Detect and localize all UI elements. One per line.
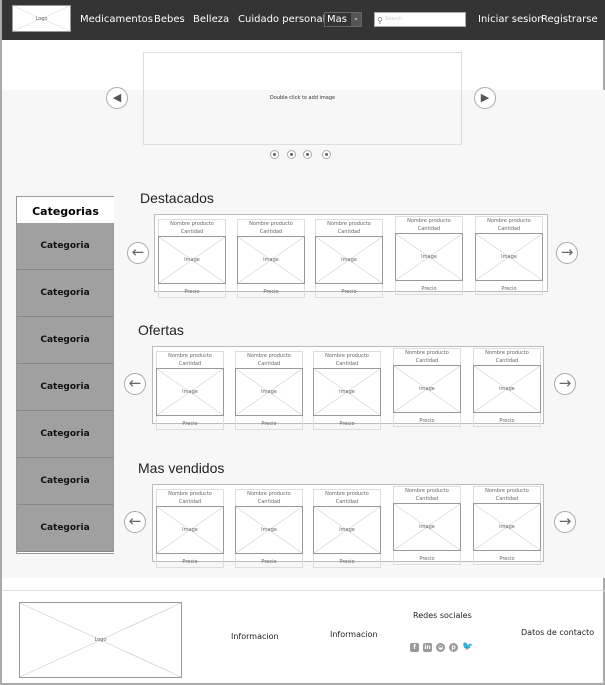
hero-next-button[interactable] (474, 87, 496, 109)
product-image (473, 503, 541, 551)
product-image-label: Image (261, 389, 277, 395)
section-title: Ofertas (138, 322, 184, 338)
product-image-label: Image (499, 386, 515, 392)
product-price: Precio (156, 416, 224, 430)
hero-placeholder-text: Double click to add image (269, 95, 336, 101)
more-dropdown-label: Mas (327, 14, 347, 25)
footer-info-link-1[interactable]: Informacion (231, 632, 279, 641)
product-card[interactable] (313, 351, 381, 430)
product-quantity: Cantidad (156, 498, 224, 506)
product-image-label: Image (261, 527, 277, 533)
arrow-left-icon: ← (128, 512, 142, 530)
product-image (235, 368, 303, 416)
nav-medicamentos[interactable]: Medicamentos (80, 14, 154, 25)
sidebar-category-item[interactable]: Categoria (17, 317, 114, 364)
product-name: Nombre producto (237, 219, 305, 228)
carousel-next-button[interactable] (556, 242, 578, 264)
product-card[interactable] (235, 351, 303, 430)
product-card[interactable] (156, 489, 224, 568)
product-image-label: Image (419, 386, 435, 392)
triangle-left-icon: ◀ (112, 91, 122, 104)
section-title: Mas vendidos (138, 460, 225, 476)
footer-logo-text: Logo (94, 637, 107, 643)
arrow-right-icon: → (558, 512, 572, 530)
social-title: Redes sociales (413, 611, 472, 620)
product-price: Precio (313, 416, 381, 430)
facebook-icon[interactable]: f (410, 643, 419, 652)
product-image (313, 506, 381, 554)
product-price: Precio (315, 284, 383, 298)
carousel-prev-button[interactable] (127, 242, 149, 264)
product-card[interactable] (315, 219, 383, 298)
hero-dot-1[interactable] (270, 150, 279, 159)
product-card[interactable] (473, 486, 541, 565)
sidebar-category-item[interactable]: Categoria (17, 364, 114, 411)
product-card[interactable] (237, 219, 305, 298)
sidebar-category-item[interactable]: Categoria (17, 505, 114, 552)
product-quantity: Cantidad (393, 357, 461, 365)
section-title: Destacados (140, 190, 214, 206)
product-image (475, 233, 543, 281)
carousel-next-button[interactable] (554, 373, 576, 395)
hero-dot-2[interactable] (287, 150, 296, 159)
sidebar-title: Categorias (32, 205, 99, 218)
product-image (395, 233, 463, 281)
hero-dot-4[interactable] (322, 150, 331, 159)
product-card[interactable] (235, 489, 303, 568)
product-price: Precio (313, 554, 381, 568)
product-name: Nombre producto (156, 489, 224, 498)
product-image (393, 503, 461, 551)
twitter-icon[interactable]: 🐦 (462, 642, 474, 652)
footer-contact-link[interactable]: Datos de contacto (521, 628, 595, 637)
logo-text: Logo (35, 15, 48, 22)
product-quantity: Cantidad (158, 228, 226, 236)
carousel-prev-button[interactable] (124, 373, 146, 395)
product-card[interactable] (473, 348, 541, 427)
product-quantity: Cantidad (313, 498, 381, 506)
product-image (158, 236, 226, 284)
product-quantity: Cantidad (395, 225, 463, 233)
register-link[interactable]: Registrarse (541, 14, 598, 25)
footer-divider (2, 590, 605, 591)
category-sidebar (16, 196, 114, 554)
product-card[interactable] (393, 348, 461, 427)
chevron-down-icon: ▾ (351, 13, 361, 26)
nav-bebes[interactable]: Bebes (154, 14, 185, 25)
product-price: Precio (475, 281, 543, 295)
hero-image-placeholder[interactable] (143, 52, 462, 145)
nav-belleza[interactable]: Belleza (193, 14, 230, 25)
carousel-next-button[interactable] (554, 511, 576, 533)
product-price: Precio (237, 284, 305, 298)
search-input[interactable] (374, 12, 466, 27)
product-quantity: Cantidad (473, 357, 541, 365)
product-name: Nombre producto (473, 486, 541, 495)
product-image-label: Image (184, 257, 200, 263)
product-card[interactable] (475, 216, 543, 295)
social-icons (410, 634, 475, 653)
product-image-label: Image (419, 524, 435, 530)
product-card[interactable] (156, 351, 224, 430)
product-price: Precio (473, 551, 541, 565)
search-placeholder: Search (385, 16, 403, 22)
product-image-label: Image (182, 389, 198, 395)
hero-prev-button[interactable] (106, 87, 128, 109)
product-image-label: Image (501, 254, 517, 260)
product-image (313, 368, 381, 416)
product-price: Precio (156, 554, 224, 568)
product-image (156, 368, 224, 416)
sidebar-category-item[interactable]: Categoria (17, 458, 114, 505)
hero-dot-3[interactable] (303, 150, 312, 159)
product-quantity: Cantidad (393, 495, 461, 503)
product-name: Nombre producto (235, 351, 303, 360)
product-price: Precio (393, 551, 461, 565)
product-name: Nombre producto (395, 216, 463, 225)
login-link[interactable]: Iniciar sesion (478, 14, 544, 25)
footer-info-link-2[interactable]: Informacion (330, 630, 378, 639)
product-quantity: Cantidad (235, 360, 303, 368)
product-price: Precio (235, 554, 303, 568)
product-name: Nombre producto (313, 489, 381, 498)
product-image (315, 236, 383, 284)
product-image (237, 236, 305, 284)
product-quantity: Cantidad (475, 225, 543, 233)
product-image-label: Image (339, 527, 355, 533)
product-name: Nombre producto (156, 351, 224, 360)
product-price: Precio (473, 413, 541, 427)
product-name: Nombre producto (315, 219, 383, 228)
top-nav-bar (2, 0, 605, 40)
dribbble-icon[interactable]: ◒ (437, 644, 444, 651)
product-card[interactable] (313, 489, 381, 568)
product-card[interactable] (158, 219, 226, 298)
product-price: Precio (393, 413, 461, 427)
arrow-left-icon: ← (131, 243, 145, 261)
product-image (473, 365, 541, 413)
product-image (393, 365, 461, 413)
sidebar-category-item[interactable]: Categoria (17, 223, 114, 270)
product-image-label: Image (263, 257, 279, 263)
product-image-label: Image (499, 524, 515, 530)
product-card[interactable] (395, 216, 463, 295)
product-name: Nombre producto (393, 486, 461, 495)
product-price: Precio (235, 416, 303, 430)
product-quantity: Cantidad (473, 495, 541, 503)
product-name: Nombre producto (473, 348, 541, 357)
pinterest-icon[interactable]: p (449, 643, 458, 652)
footer-logo (19, 602, 182, 678)
product-image-label: Image (421, 254, 437, 260)
product-price: Precio (158, 284, 226, 298)
product-image (156, 506, 224, 554)
search-icon: ⚲ (377, 16, 383, 25)
sidebar-category-item[interactable]: Categoria (17, 270, 114, 317)
product-name: Nombre producto (158, 219, 226, 228)
product-name: Nombre producto (235, 489, 303, 498)
product-quantity: Cantidad (237, 228, 305, 236)
logo[interactable] (12, 5, 71, 32)
carousel-prev-button[interactable] (124, 511, 146, 533)
nav-cuidado-personal[interactable]: Cuidado personal (238, 14, 326, 25)
arrow-left-icon: ← (128, 374, 142, 392)
product-image-label: Image (182, 527, 198, 533)
product-price: Precio (395, 281, 463, 295)
product-quantity: Cantidad (235, 498, 303, 506)
product-quantity: Cantidad (313, 360, 381, 368)
sidebar-category-item[interactable]: Categoria (17, 411, 114, 458)
product-quantity: Cantidad (315, 228, 383, 236)
product-name: Nombre producto (313, 351, 381, 360)
linkedin-icon[interactable]: in (424, 644, 431, 651)
arrow-right-icon: → (560, 243, 574, 261)
triangle-right-icon: ▶ (480, 91, 490, 104)
product-image-label: Image (341, 257, 357, 263)
product-image-label: Image (339, 389, 355, 395)
product-name: Nombre producto (475, 216, 543, 225)
product-name: Nombre producto (393, 348, 461, 357)
more-dropdown[interactable] (324, 12, 362, 27)
product-image (235, 506, 303, 554)
product-quantity: Cantidad (156, 360, 224, 368)
arrow-right-icon: → (558, 374, 572, 392)
product-card[interactable] (393, 486, 461, 565)
